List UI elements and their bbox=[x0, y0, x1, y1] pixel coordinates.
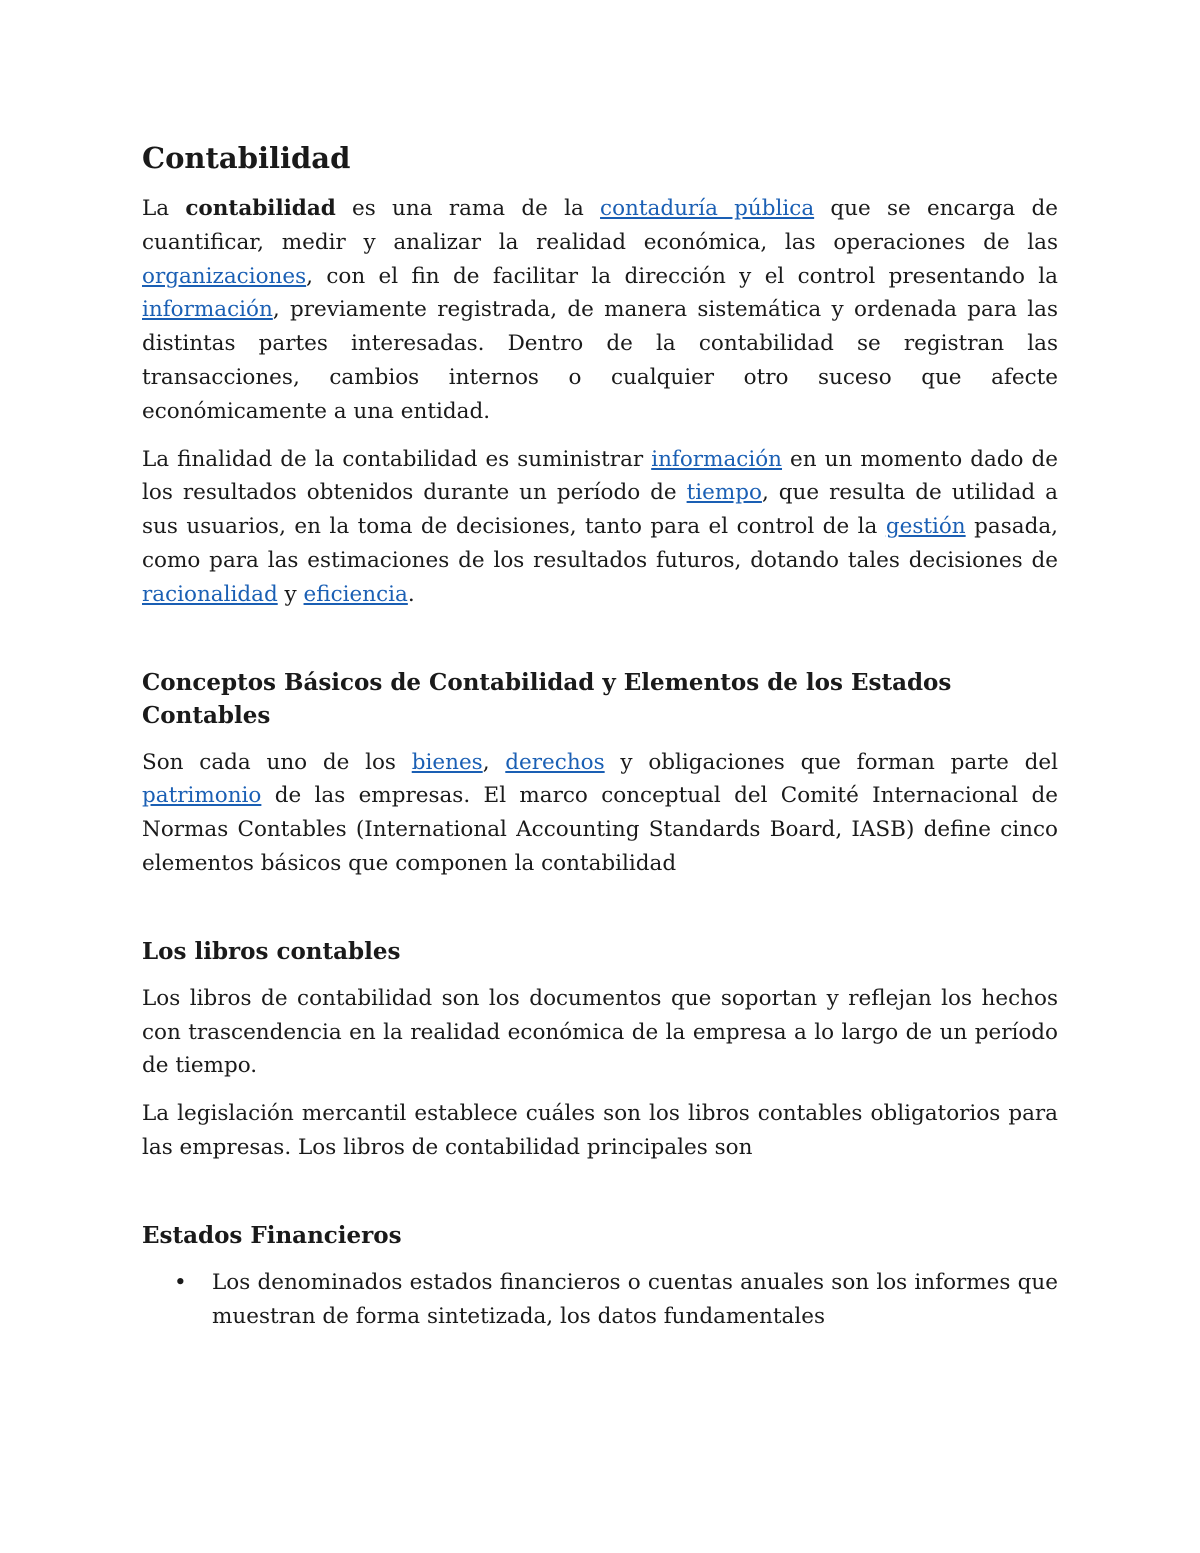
spacer bbox=[142, 895, 1058, 935]
heading-conceptos: Conceptos Básicos de Contabilidad y Elementos de los Estados Contables bbox=[142, 668, 952, 729]
list-item: • Los denominados estados financieros o cuentas anuales son los informes que muestran de forma sintetizada, los datos fundamentales bbox=[142, 1266, 1058, 1334]
link-tiempo[interactable]: tiempo bbox=[686, 480, 762, 506]
link-contaduria-publica[interactable]: contaduría pública bbox=[600, 196, 815, 221]
paragraph-libros-1: Los libros de contabilidad son los documentos que soportan y reflejan los hechos con trascendencia en la realidad económica de la empresa a lo largo de un período de tiempo. bbox=[142, 985, 1058, 1079]
link-racionalidad[interactable]: racionalidad bbox=[142, 581, 278, 607]
link-patrimonio[interactable]: patrimonio bbox=[142, 783, 262, 809]
link-bienes[interactable]: bienes bbox=[411, 749, 483, 775]
link-derechos[interactable]: derechos bbox=[505, 749, 605, 775]
bullet-list bbox=[142, 1266, 1058, 1334]
paragraph-conceptos: Son cada uno de los bienes, derechos y obligaciones que forman parte del patrimonio de las empresas. El marco conceptual del Comité Internacional de Normas Contables (International Accounting Standards Board, IASB) define cinco elementos básicos que componen la contabilidad bbox=[142, 749, 1058, 876]
link-organizaciones[interactable]: organizaciones bbox=[142, 263, 307, 289]
spacer bbox=[142, 626, 1058, 666]
document-page bbox=[142, 138, 1058, 1333]
link-informacion[interactable]: información bbox=[142, 297, 273, 323]
bold-term: contabilidad bbox=[185, 196, 336, 221]
heading-libros: Los libros contables bbox=[142, 937, 401, 965]
link-eficiencia[interactable]: eficiencia bbox=[303, 581, 408, 607]
spacer bbox=[142, 1179, 1058, 1219]
heading-estados: Estados Financieros bbox=[142, 1221, 402, 1249]
bullet-icon: • bbox=[174, 1269, 187, 1295]
paragraph-finalidad: La finalidad de la contabilidad es suministrar información en un momento dado de los resultados obtenidos durante un período de tiempo, que resulta de utilidad a sus usuarios, en la toma de decisiones, tanto para el control de la gestión pasada, como para las estimaciones de los resultados futuros, dotando tales decisiones de racionalidad y eficiencia. bbox=[142, 446, 1058, 607]
link-informacion-2[interactable]: información bbox=[651, 446, 783, 472]
link-gestion[interactable]: gestión bbox=[885, 514, 966, 540]
page-title: Contabilidad bbox=[142, 141, 351, 175]
paragraph-definition: La contabilidad es una rama de la contaduría pública que se encarga de cuantificar, medir y analizar la realidad económica, las operaciones de las organizaciones, con el fin de facilitar la dirección y el control presentando la información, previamente registrada, de manera sistemática y ordenada para las distintas partes interesadas. Dentro de la contabilidad se registran las transacciones, cambios internos o cualquier otro suceso que afecte económicamente a una entidad. bbox=[142, 196, 1058, 424]
paragraph-libros-2: La legislación mercantil establece cuáles son los libros contables obligatorios para las empresas. Los libros de contabilidad principales son bbox=[142, 1101, 1058, 1160]
